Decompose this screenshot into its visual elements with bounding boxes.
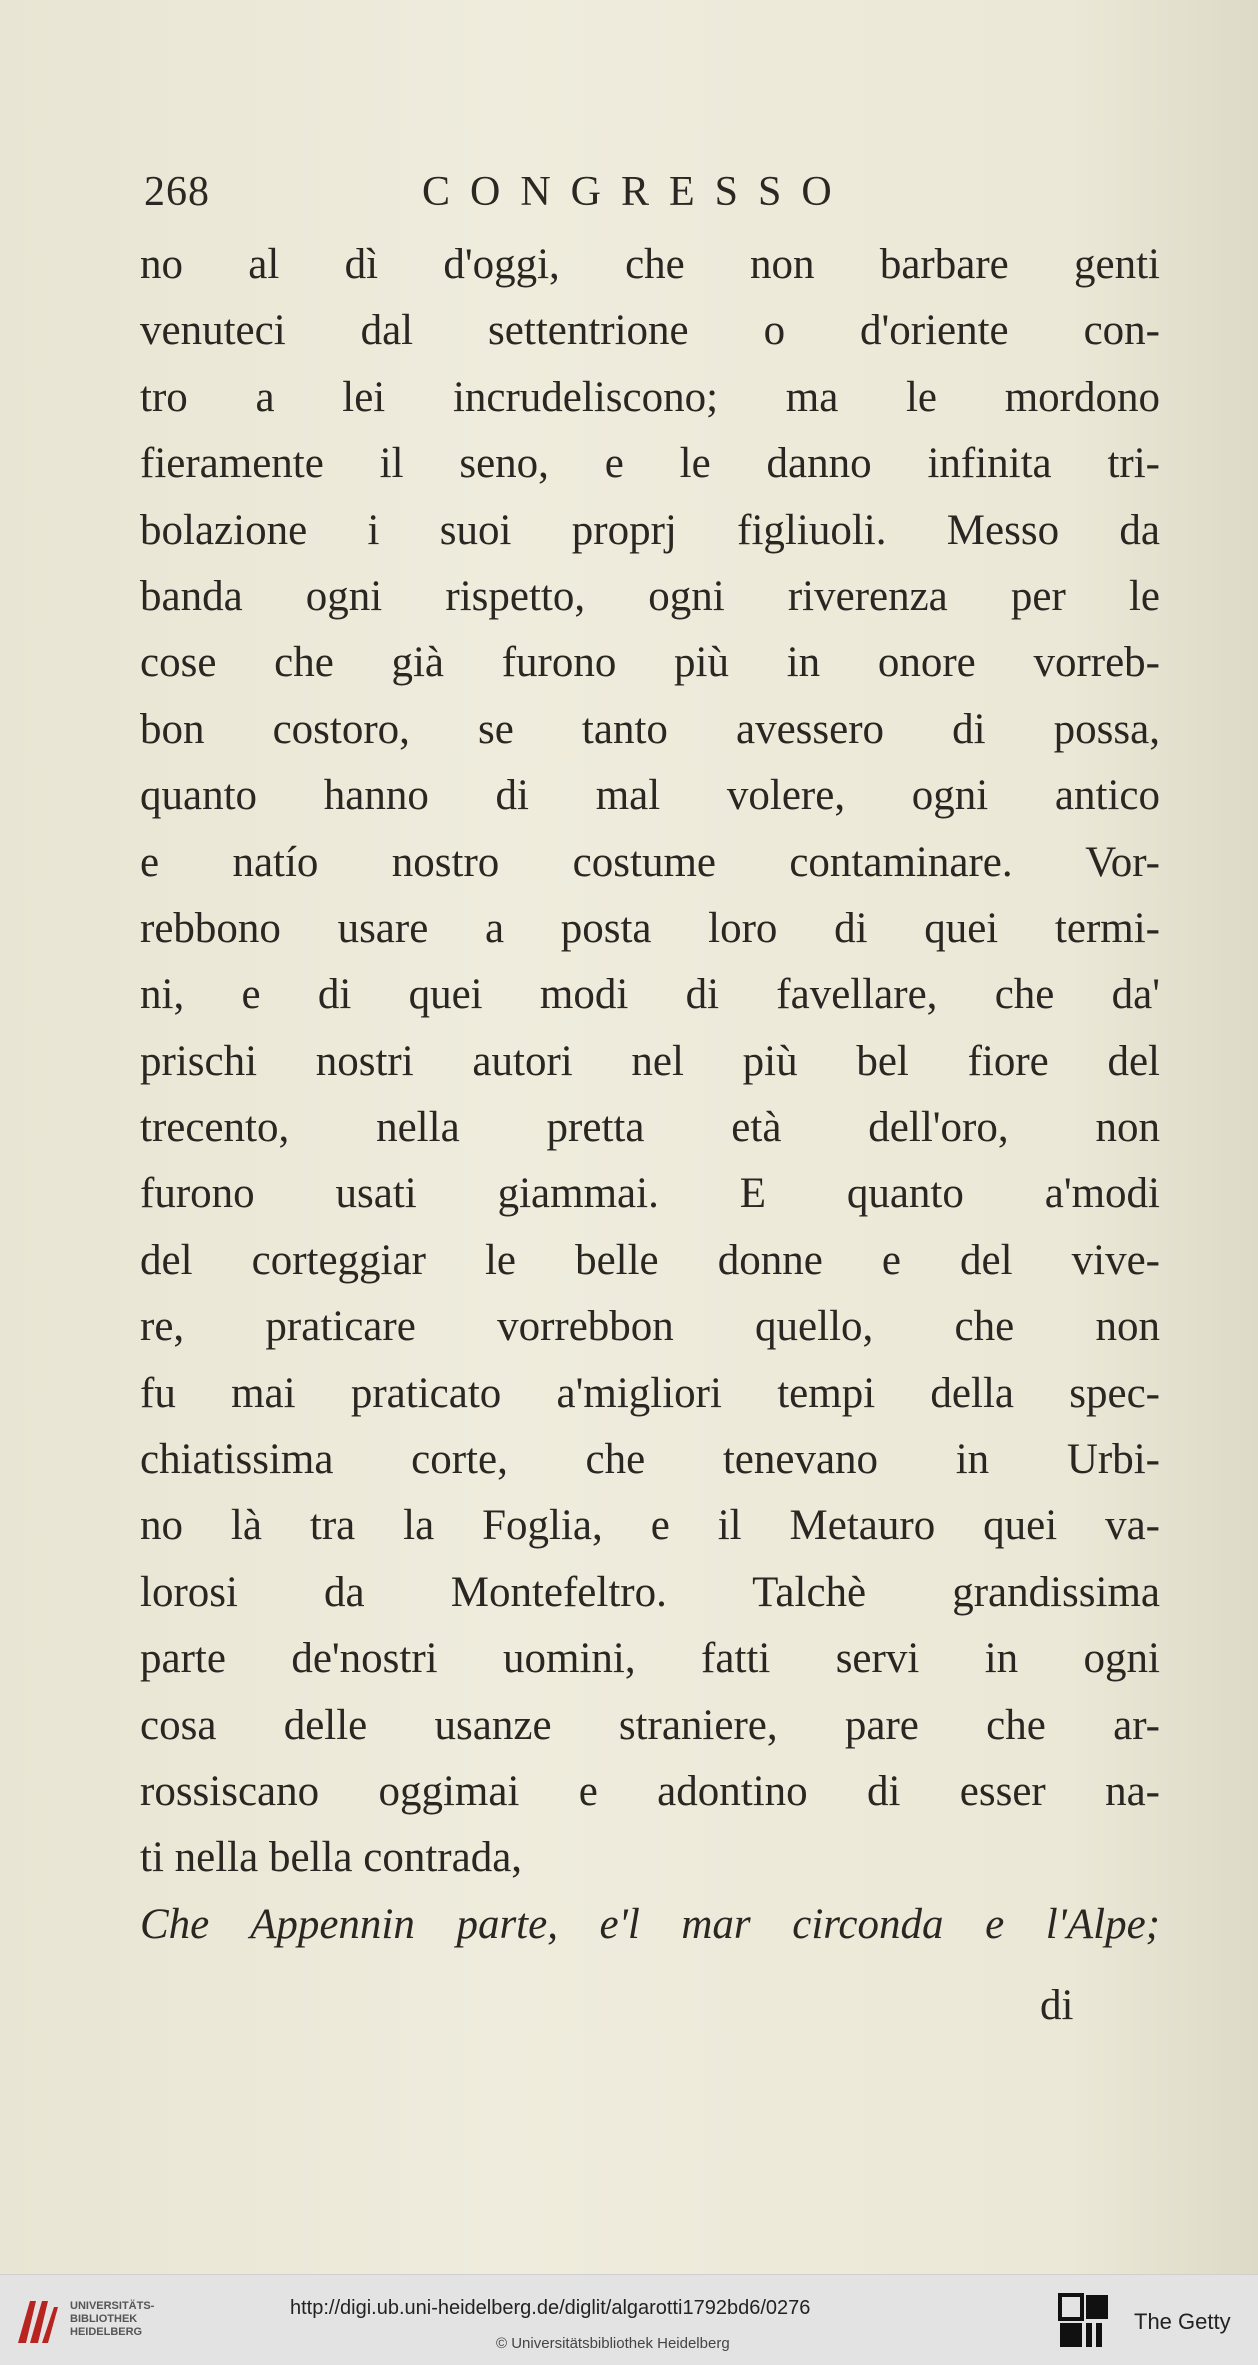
body-text — [140, 232, 1160, 1958]
text-line: ni, e di quei modi di favellare, che da' — [140, 971, 1160, 1019]
text-line: parte de'nostri uomini, fatti servi in ogni — [140, 1635, 1160, 1683]
page-header — [144, 168, 1168, 224]
text-line: no al dì d'oggi, che non barbare genti — [140, 241, 1160, 288]
text-line: ti nella bella contrada, — [140, 1834, 523, 1882]
copyright-notice: © Universitätsbibliothek Heidelberg — [496, 2335, 730, 2352]
text-line: furono usati giammai. E quanto a'modi — [140, 1170, 1160, 1218]
text-line: fieramente il seno, e le danno infinita tri- — [140, 440, 1160, 488]
source-url-link[interactable]: http://digi.ub.uni-heidelberg.de/diglit/algarotti1792bd6/0276 — [290, 2297, 811, 2319]
library-name: UNIVERSITÄTS- BIBLIOTHEK HEIDELBERG — [70, 2300, 155, 2338]
getty-label: The Getty — [1134, 2309, 1231, 2334]
page-number: 268 — [144, 169, 210, 215]
text-line: tro a lei incrudeliscono; ma le mordono — [140, 373, 1160, 421]
text-line: bon costoro, se tanto avessero di possa, — [140, 705, 1160, 753]
text-line: rebbono usare a posta loro di quei termi- — [140, 904, 1160, 952]
text-line: banda ogni rispetto, ogni riverenza per le — [140, 572, 1160, 620]
text-line: del corteggiar le belle donne e del vive- — [140, 1236, 1160, 1284]
text-line: lorosi da Montefeltro. Talchè grandissima — [140, 1568, 1160, 1616]
footer-bar — [0, 2274, 1258, 2365]
text-line: prischi nostri autori nel più bel fiore del — [140, 1037, 1160, 1085]
getty-logo-icon — [1058, 2293, 1110, 2351]
text-line: e natío nostro costume contaminare. Vor- — [140, 838, 1160, 886]
text-line: no là tra la Foglia, e il Metauro quei va- — [140, 1502, 1160, 1550]
text-line: re, praticare vorrebbon quello, che non — [140, 1303, 1160, 1351]
university-library-logo-icon — [14, 2293, 60, 2349]
text-line: venuteci dal settentrione o d'oriente con- — [140, 307, 1160, 355]
verse-quotation: Che Appennin parte, e'l mar circonda e l'Alpe; — [140, 1900, 1160, 1948]
text-line: quanto hanno di mal volere, ogni antico — [140, 772, 1160, 820]
catchword: di — [1040, 1982, 1074, 2029]
running-head: CONGRESSO — [422, 169, 852, 215]
text-line: rossiscano oggimai e adontino di esser na- — [140, 1767, 1160, 1815]
text-line: trecento, nella pretta età dell'oro, non — [140, 1104, 1160, 1152]
text-line: bolazione i suoi proprj figliuoli. Messo da — [140, 506, 1160, 554]
text-line: chiatissima corte, che tenevano in Urbi- — [140, 1436, 1160, 1484]
text-line: cose che già furono più in onore vorreb- — [140, 639, 1160, 687]
text-line: fu mai praticato a'migliori tempi della spec- — [140, 1369, 1160, 1417]
text-line: cosa delle usanze straniere, pare che ar- — [140, 1701, 1160, 1749]
